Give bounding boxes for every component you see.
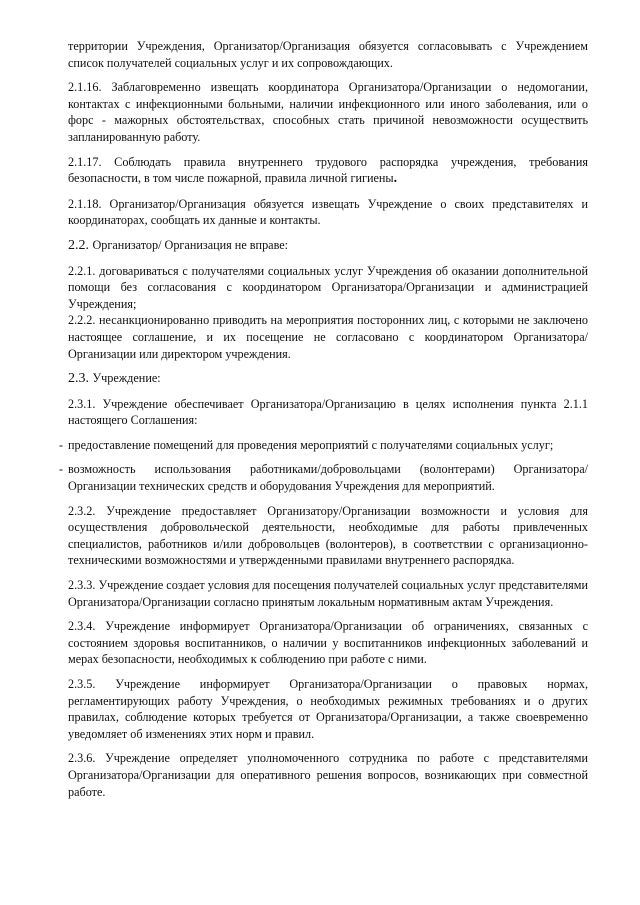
paragraph-2-2-2: 2.2.2. несанкционированно приводить на мероприятия посторонних лиц, с которыми не заключено настоящее соглашение, и их посещение не согласовано с координатором Организатора/Организации или директором учреждения. (68, 313, 588, 361)
paragraph-2-3-2: 2.3.2. Учреждение предоставляет Организатору/Организации возможности и условия для осуществления добровольческой деятельности, необходимые для работы привлеченных специалистов, работников и/или добровольцев (волонтеров), в соответствии с организационно-техническими возможностями и утвержденными правилами внутреннего распорядка. (68, 503, 588, 568)
paragraph-2-1-17-period: . (393, 171, 398, 187)
section-heading-2-2 (68, 237, 588, 255)
section-number-2-2: 2.2. (68, 237, 89, 253)
bullet-item (59, 437, 588, 454)
section-title-2-2: Организатор/ Организация не вправе: (92, 237, 289, 252)
paragraph-2-1-17-text: 2.1.17. Соблюдать правила внутреннего трудового распорядка учреждения, требования безопасности, в том числе пожарной, правила личной гигиены (68, 154, 588, 186)
paragraph-2-2-1: 2.2.1. договариваться с получателями социальных услуг Учреждения об оказании дополнительной помощи без согласования с координатором Организатора/Организации и администрацией Учреждения; (68, 263, 588, 311)
paragraph-2-3-6: 2.3.6. Учреждение определяет уполномоченного сотрудника по работе с представителями Организатора/Организации для оперативного решения вопросов, возникающих при совместной работе. (68, 751, 588, 799)
paragraph-2-3-1: 2.3.1. Учреждение обеспечивает Организатора/Организацию в целях исполнения пункта 2.1.1 настоящего Соглашения: (68, 396, 588, 428)
paragraph-2-1-16: 2.1.16. Заблаговременно извещать координатора Организатора/Организации о недомогании, контактах с инфекционными больными, наличии инфекционного или иного заболевания, или о форс - мажорных обстоятельствах, способных стать причиной невозможности осуществить запланированную работу. (68, 80, 588, 144)
bullet-marker: - (59, 437, 64, 452)
paragraph-2-1-18: 2.1.18. Организатор/Организация обязуется извещать Учреждение о своих представителях и координаторах, сообщать их данные и контакты. (68, 196, 588, 228)
bullet-item (59, 461, 588, 494)
section-number-2-3: 2.3. (68, 371, 89, 387)
bullet-text: возможность использования работниками/добровольцами (волонтерами) Организатора/Организации технических средств и оборудования Учреждения для мероприятий. (68, 462, 588, 494)
bullet-text: предоставление помещений для проведения мероприятий с получателями социальных услуг; (68, 437, 554, 452)
bullet-marker: - (59, 462, 64, 477)
section-heading-2-3 (68, 370, 588, 388)
paragraph-continuation: территории Учреждения, Организатор/Организация обязуется согласовывать с Учреждением список получателей социальных услуг и их сопровождающих. (68, 39, 588, 70)
paragraph-2-3-5: 2.3.5. Учреждение информирует Организатора/Организации о правовых нормах, регламентирующих работу Учреждения, о необходимых режимных требованиях и о других правилах, соблюдение которых требуется от Организатора/Организации, а также своевременно уведомляет об изменениях этих норм и правил. (68, 677, 588, 741)
paragraph-2-1-17 (68, 154, 588, 188)
paragraph-2-3-4: 2.3.4. Учреждение информирует Организатора/Организации об ограничениях, связанных с состоянием здоровья воспитанников, о наличии у воспитанников инфекционных заболеваний и мерах безопасности, необходимых к соблюдению при работе с ними. (68, 619, 588, 667)
paragraph-2-3-3: 2.3.3. Учреждение создает условия для посещения получателей социальных услуг представителями Организатора/Организации согласно принятым локальным нормативным актам Учреждения. (68, 578, 588, 609)
section-title-2-3: Учреждение: (92, 371, 161, 386)
